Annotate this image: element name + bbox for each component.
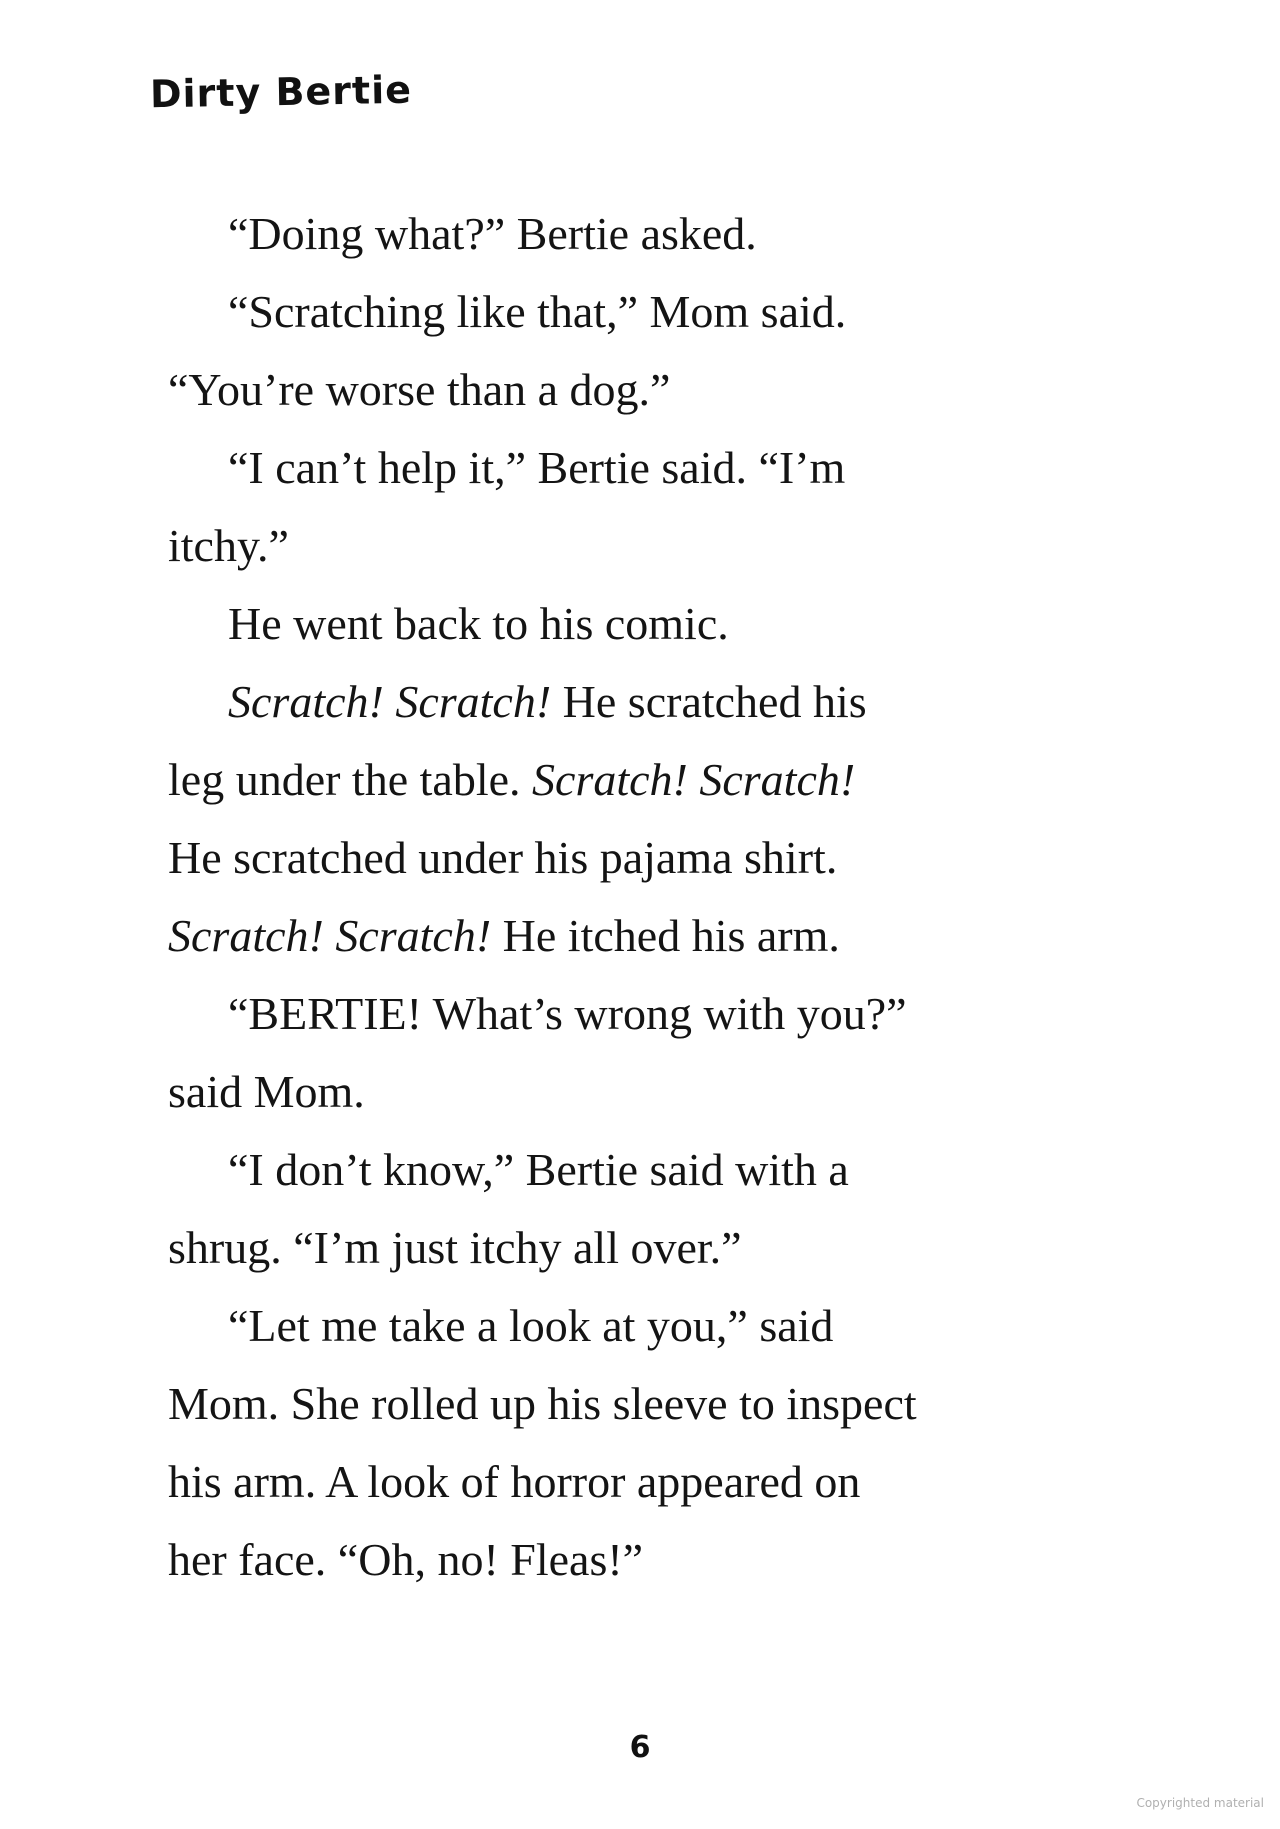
text-line [168,1131,1168,1209]
italic-text-run: Scratch! Scratch! [168,910,492,961]
text-line [168,663,1168,741]
italic-text-run: Scratch! Scratch! [532,754,856,805]
text-line [168,1287,1168,1365]
copyright-watermark: Copyrighted material [1136,1796,1264,1810]
text-line [168,273,1168,351]
text-line [168,429,1168,507]
text-run: “BERTIE! What’s wrong with you?” [228,988,907,1039]
text-run: “I can’t help it,” Bertie said. “I’m [228,442,846,493]
text-run: “Let me take a look at you,” said [228,1300,834,1351]
text-line [168,1365,1168,1443]
text-run: “Scratching like that,” Mom said. [228,286,847,337]
text-line [168,1209,1168,1287]
text-line [168,507,1168,585]
text-line [168,819,1168,897]
text-line [168,741,1168,819]
text-run: “You’re worse than a dog.” [168,364,671,415]
text-run: Mom. She rolled up his sleeve to inspect [168,1378,917,1429]
text-line [168,1521,1168,1599]
running-head: Dirty Bertie [149,67,413,117]
text-line [168,585,1168,663]
page-number: 6 [629,1730,651,1765]
text-run: He went back to his comic. [228,598,729,649]
text-run: He scratched his [551,676,867,727]
text-run: “Doing what?” Bertie asked. [228,208,757,259]
text-run: leg under the table. [168,754,533,805]
text-line [168,195,1168,273]
text-run: itchy.” [168,520,289,571]
text-line [168,975,1168,1053]
text-run: He itched his arm. [491,910,840,961]
text-line [168,351,1168,429]
text-run: said Mom. [168,1066,365,1117]
text-run: shrug. “I’m just itchy all over.” [168,1222,742,1273]
text-run: “I don’t know,” Bertie said with a [228,1144,849,1195]
text-run: his arm. A look of horror appeared on [168,1456,861,1507]
body-text [168,195,1168,1599]
text-line [168,1053,1168,1131]
text-run: He scratched under his pajama shirt. [168,832,838,883]
italic-text-run: Scratch! Scratch! [228,676,552,727]
text-line [168,1443,1168,1521]
text-line [168,897,1168,975]
text-run: her face. “Oh, no! Fleas!” [168,1534,644,1585]
